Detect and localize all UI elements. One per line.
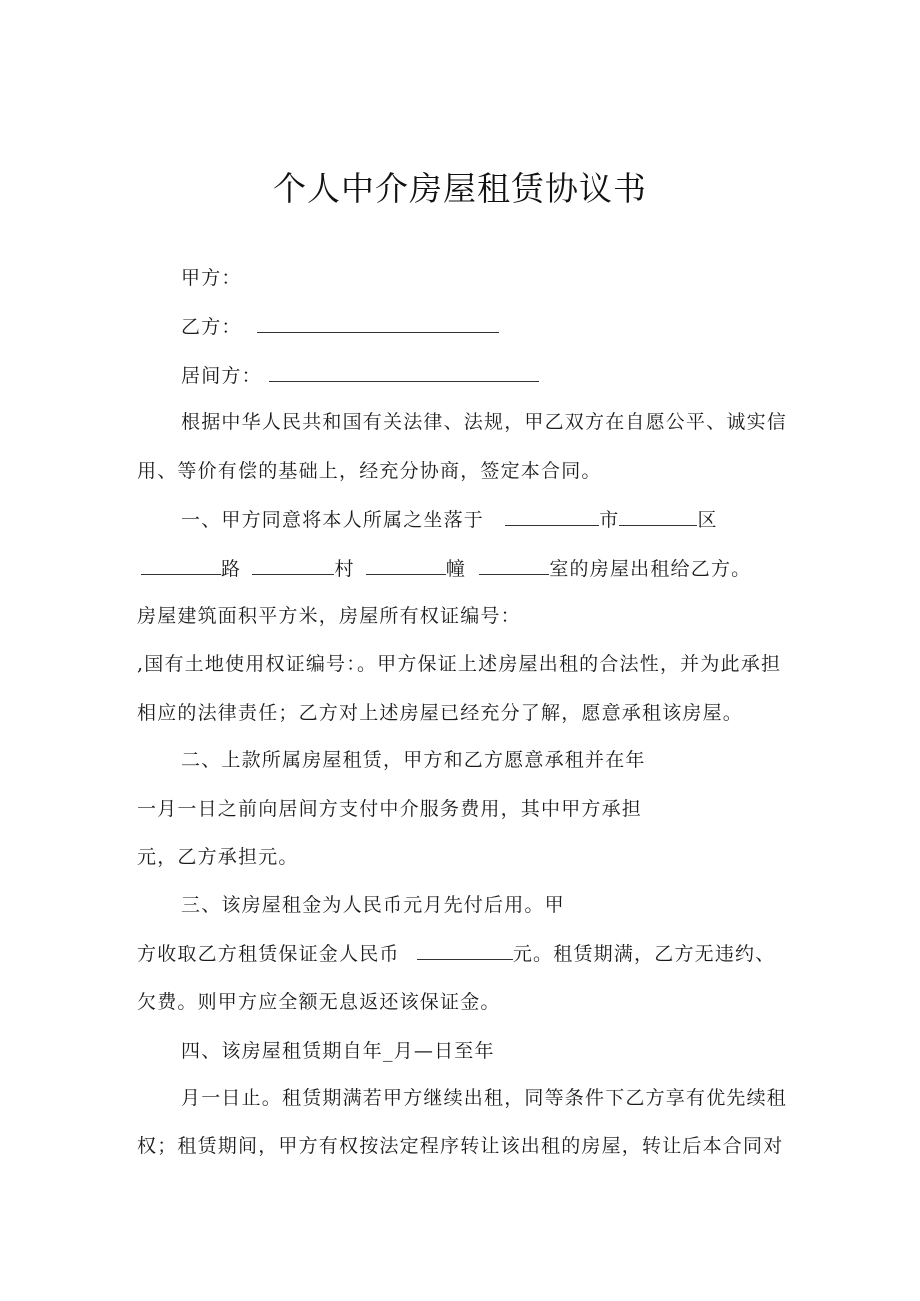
clause-4-line-1: 四、该房屋租赁期自年_月—日至年 xyxy=(181,1040,495,1062)
room-blank xyxy=(479,557,549,575)
intro-line-1: 根据中华人民共和国有关法律、法规，甲乙双方在自愿公平、诚实信 xyxy=(181,411,788,433)
clause-2-line-3: 元，乙方承担元。 xyxy=(137,846,299,868)
city-blank xyxy=(505,508,599,526)
city-label: 市 xyxy=(599,509,620,531)
building-label: 幢 xyxy=(445,558,467,580)
clause-1-line-4: ,国有土地使用权证编号：。甲方保证上述房屋出租的合法性，并为此承担 xyxy=(137,653,782,675)
party-a-line xyxy=(181,266,242,290)
road-blank xyxy=(141,557,221,575)
clause-3-line-3: 欠费。则甲方应全额无息返还该保证金。 xyxy=(137,991,501,1013)
document-title: 个人中介房屋租赁协议书 xyxy=(273,169,647,208)
deposit-prefix: 方收取乙方租赁保证金人民币 xyxy=(137,943,400,965)
clause-3-line-1: 三、该房屋租金为人民币元月先付后用。甲 xyxy=(181,894,565,916)
intermediary-label: 居间方： xyxy=(181,365,262,387)
intermediary-blank xyxy=(269,364,539,382)
building-blank xyxy=(366,557,446,575)
district-label: 区 xyxy=(697,509,718,531)
room-suffix: 室的房屋出租给乙方。 xyxy=(549,558,752,580)
district-blank xyxy=(619,508,697,526)
village-blank xyxy=(252,557,334,575)
clause-1-prefix: 一、甲方同意将本人所属之坐落于 xyxy=(181,509,485,531)
party-a-label: 甲方： xyxy=(181,267,242,289)
party-b-label: 乙方： xyxy=(181,316,242,338)
road-label: 路 xyxy=(221,558,242,580)
clause-1-line-2 xyxy=(141,557,751,581)
clause-4-line-2: 月一日止。租赁期满若甲方继续出租，同等条件下乙方享有优先续租 xyxy=(181,1087,788,1109)
deposit-suffix: 元。租赁期满，乙方无违约、 xyxy=(512,943,776,965)
clause-1-line-1 xyxy=(181,508,718,532)
intermediary-line xyxy=(181,364,539,388)
clause-2-line-1: 二、上款所属房屋租赁，甲方和乙方愿意承租并在年 xyxy=(181,749,646,771)
clause-1-line-3: 房屋建筑面积平方米，房屋所有权证编号： xyxy=(137,605,521,627)
intro-line-2: 用、等价有偿的基础上，经充分协商，签定本合同。 xyxy=(137,460,602,482)
deposit-blank xyxy=(417,942,513,960)
clause-4-line-3: 权；租赁期间，甲方有权按法定程序转让该出租的房屋，转让后本合同对 xyxy=(137,1135,784,1157)
village-label: 村 xyxy=(334,558,355,580)
clause-2-line-2: 一月一日之前向居间方支付中介服务费用，其中甲方承担 xyxy=(137,798,643,820)
party-b-blank xyxy=(257,315,499,333)
party-b-line xyxy=(181,315,499,339)
clause-3-line-2 xyxy=(137,942,775,966)
clause-1-line-5: 相应的法律责任；乙方对上述房屋已经充分了解，愿意承租该房屋。 xyxy=(137,702,744,724)
